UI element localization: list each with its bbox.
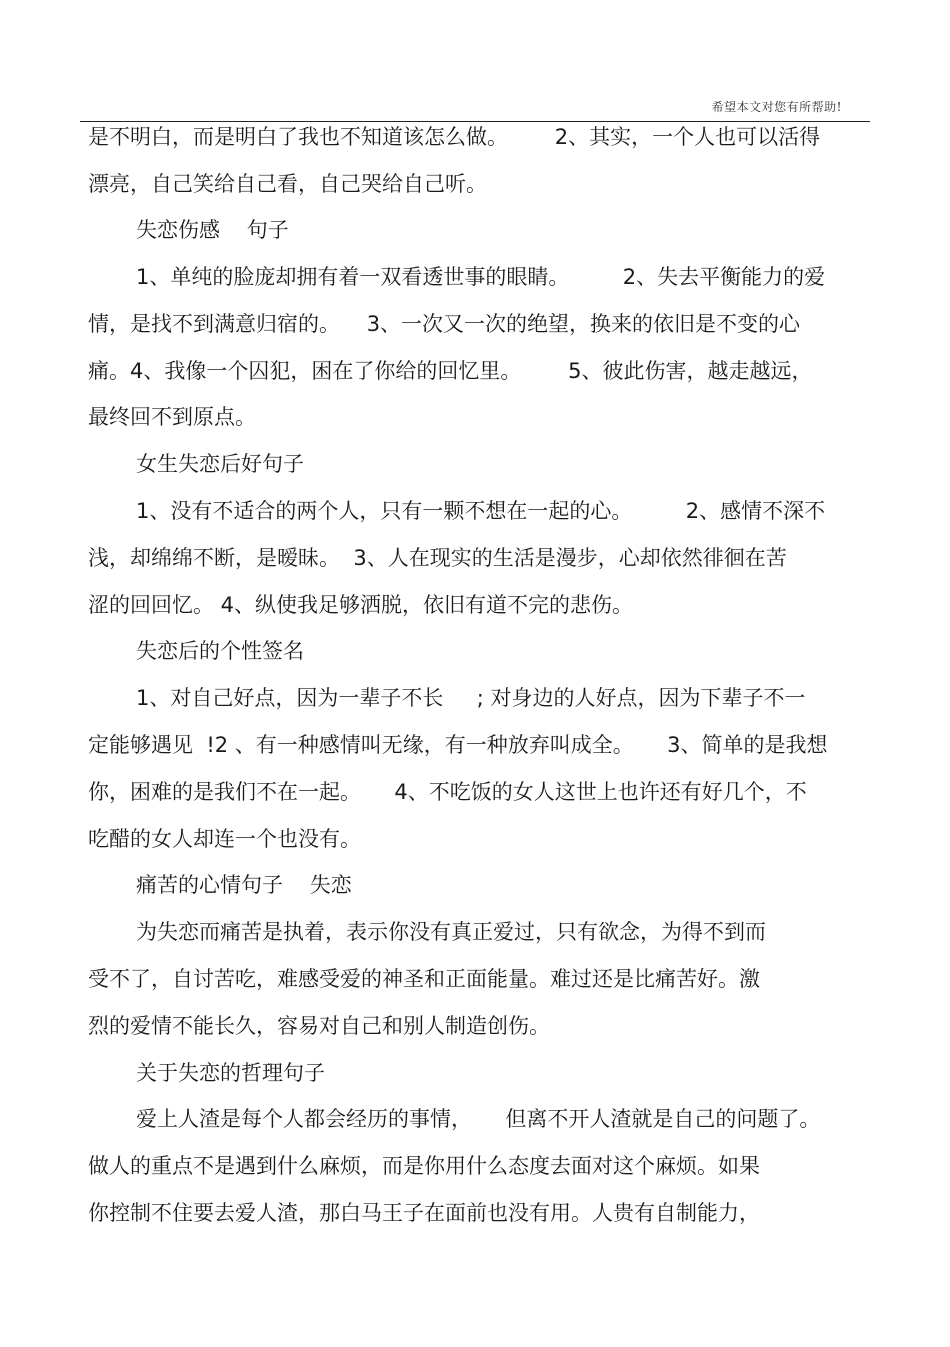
body-line: 涩的回回忆。 4、纵使我足够洒脱，依旧有道不完的悲伤。 — [88, 593, 634, 617]
body-line: 浅，却绵绵不断，是暧昧。 3、人在现实的生活是漫步，心却依然徘徊在苦 — [88, 546, 787, 570]
section-heading: 失恋后的个性签名 — [136, 639, 304, 663]
section-heading: 女生失恋后好句子 — [136, 452, 304, 476]
section-heading: 失恋伤感 句子 — [136, 218, 289, 242]
body-line: 最终回不到原点。 — [88, 405, 256, 429]
body-line: 为失恋而痛苦是执着，表示你没有真正爱过，只有欲念，为得不到而 — [136, 920, 766, 944]
body-line: 你，困难的是我们不在一起。 4、不吃饭的女人这世上也许还有好几个，不 — [88, 780, 807, 804]
body-line: 1、单纯的脸庞却拥有着一双看透世事的眼睛。 2、失去平衡能力的爱 — [136, 265, 826, 289]
body-line: 你控制不住要去爱人渣，那白马王子在面前也没有用。人贵有自制能力， — [88, 1201, 760, 1225]
body-line: 烈的爱情不能长久，容易对自己和别人制造创伤。 — [88, 1014, 550, 1038]
body-line: 吃醋的女人却连一个也没有。 — [88, 827, 361, 851]
header-divider — [80, 121, 870, 122]
body-line: 定能够遇见 !2 、有一种感情叫无缘，有一种放弃叫成全。 3、简单的是我想 — [88, 733, 828, 757]
body-line: 做人的重点不是遇到什么麻烦，而是你用什么态度去面对这个麻烦。如果 — [88, 1154, 760, 1178]
body-line: 漂亮，自己笑给自己看，自己哭给自己听。 — [88, 172, 487, 196]
body-line: 1、没有不适合的两个人，只有一颗不想在一起的心。 2、感情不深不 — [136, 499, 826, 523]
body-line: 受不了，自讨苦吃，难感受爱的神圣和正面能量。难过还是比痛苦好。激 — [88, 967, 760, 991]
body-line: 1、对自己好点，因为一辈子不长 ; 对身边的人好点，因为下辈子不一 — [136, 686, 806, 710]
body-line: 情，是找不到满意归宿的。 3、一次又一次的绝望，换来的依旧是不变的心 — [88, 312, 801, 336]
header-note: 希望本文对您有所帮助! — [711, 100, 842, 114]
body-line: 爱上人渣是每个人都会经历的事情， 但离不开人渣就是自己的问题了。 — [136, 1107, 821, 1131]
body-line: 痛。4、我像一个囚犯，困在了你给的回忆里。 5、彼此伤害，越走越远， — [88, 359, 813, 383]
body-line: 是不明白，而是明白了我也不知道该怎么做。 2、其实，一个人也可以活得 — [88, 125, 821, 149]
section-heading: 痛苦的心情句子 失恋 — [136, 873, 352, 897]
section-heading: 关于失恋的哲理句子 — [136, 1061, 325, 1085]
